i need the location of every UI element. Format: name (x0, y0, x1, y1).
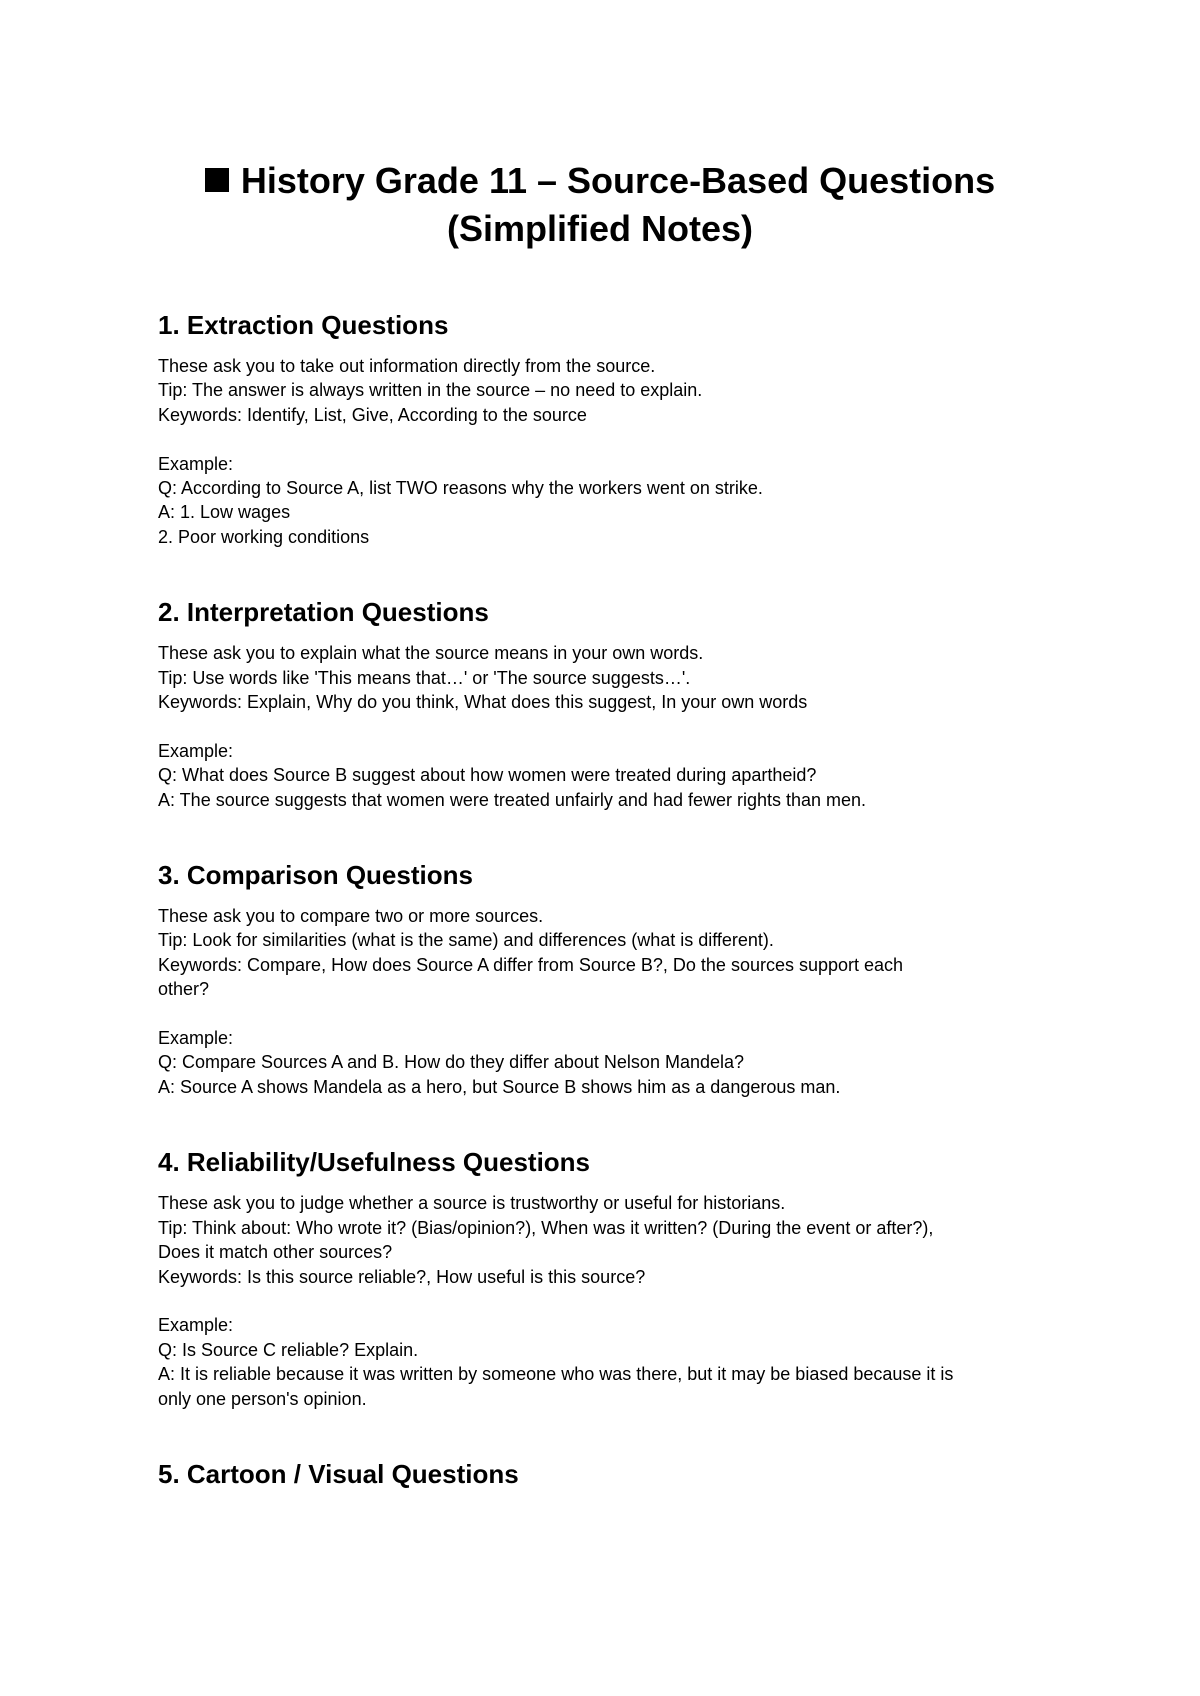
spacer (158, 1002, 1058, 1026)
example-question: Q: Is Source C reliable? Explain. (158, 1339, 419, 1360)
section-tip-continued: Does it match other sources? (158, 1242, 393, 1263)
section-heading: 1. Extraction Questions (158, 310, 449, 340)
spacer (158, 714, 1058, 738)
document-body (158, 306, 1058, 1503)
example-answer: A: 1. Low wages (158, 502, 291, 523)
title-line-2: (Simplified Notes) (446, 208, 754, 249)
example-label: Example: (158, 453, 234, 474)
section-heading: 5. Cartoon / Visual Questions (158, 1458, 519, 1489)
section-heading: 2. Interpretation Questions (158, 597, 489, 628)
title-line-1 (0, 157, 1200, 205)
section-cartoon-visual (158, 1455, 1058, 1493)
section-tip: Tip: Look for similarities (what is the same) and differences (what is different). (158, 930, 774, 951)
section-comparison (158, 856, 1058, 1099)
example-answer: A: The source suggests that women were treated unfairly and had fewer rights than men. (158, 789, 867, 810)
example-question: Q: According to Source A, list TWO reasons why the workers went on strike. (158, 478, 763, 499)
title-text-1: History Grade 11 – Source-Based Questions (240, 160, 996, 201)
square-bullet-icon (205, 168, 229, 192)
section-reliability (158, 1143, 1058, 1411)
section-extraction (158, 306, 1058, 549)
section-keywords-continued: other? (158, 979, 210, 1000)
example-label: Example: (158, 1315, 234, 1336)
spacer (158, 427, 1058, 451)
example-question: Q: What does Source B suggest about how women were treated during apartheid? (158, 765, 817, 786)
section-description: These ask you to judge whether a source is trustworthy or useful for historians. (158, 1193, 786, 1214)
example-answer: A: It is reliable because it was written by someone who was there, but it may be biased because it is (158, 1364, 954, 1385)
section-tip: Tip: Use words like 'This means that…' or 'The source suggests…'. (158, 667, 691, 688)
section-tip: Tip: The answer is always written in the source – no need to explain. (158, 380, 703, 401)
section-description: These ask you to take out information directly from the source. (158, 356, 656, 376)
section-keywords: Keywords: Explain, Why do you think, What does this suggest, In your own words (158, 692, 808, 713)
spacer (158, 1289, 1058, 1313)
section-description: These ask you to compare two or more sources. (158, 906, 544, 927)
section-keywords: Keywords: Identify, List, Give, According to the source (158, 404, 587, 425)
document-title (0, 157, 1200, 253)
example-answer: A: Source A shows Mandela as a hero, but Source B shows him as a dangerous man. (158, 1076, 841, 1097)
section-description: These ask you to explain what the source means in your own words. (158, 643, 704, 664)
section-keywords: Keywords: Is this source reliable?, How useful is this source? (158, 1266, 646, 1287)
section-heading: 4. Reliability/Usefulness Questions (158, 1147, 591, 1178)
section-keywords: Keywords: Compare, How does Source A differ from Source B?, Do the sources support each (158, 954, 904, 975)
section-tip: Tip: Think about: Who wrote it? (Bias/opinion?), When was it written? (During the event or after?), (158, 1217, 934, 1238)
example-label: Example: (158, 1028, 234, 1049)
example-label: Example: (158, 740, 234, 761)
section-interpretation (158, 593, 1058, 812)
section-heading: 3. Comparison Questions (158, 860, 473, 891)
example-question: Q: Compare Sources A and B. How do they differ about Nelson Mandela? (158, 1052, 745, 1073)
example-answer-continued: 2. Poor working conditions (158, 526, 370, 547)
example-answer-continued: only one person's opinion. (158, 1388, 367, 1409)
